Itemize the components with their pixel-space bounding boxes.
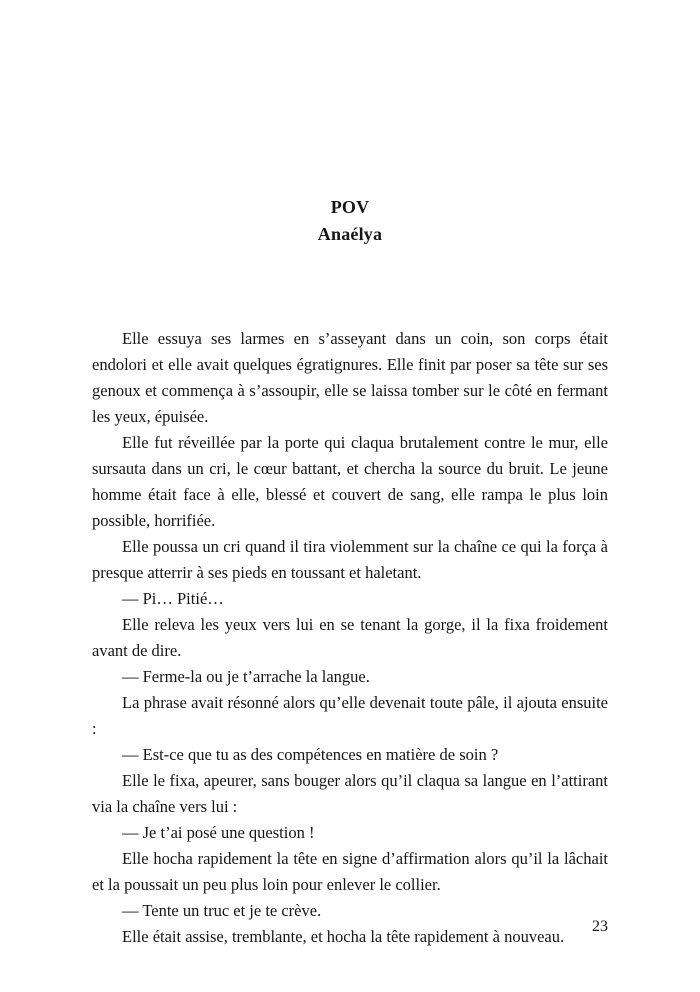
paragraph: — Pi… Pitié… [122, 589, 224, 608]
paragraph: Elle releva les yeux vers lui en se tenant la gorge, il la fixa froidement avant de dire. [92, 615, 608, 660]
page-content [92, 0, 608, 950]
paragraph: Elle hocha rapidement la tête en signe d’affirmation alors qu’il la lâchait et la poussait un peu plus loin pour enlever le collier. [92, 849, 608, 894]
chapter-title: POV [330, 197, 370, 217]
paragraph: Elle poussa un cri quand il tira violemment sur la chaîne ce qui la força à presque atterrir à ses pieds en toussant et haletant. [92, 537, 608, 582]
paragraph: — Je t’ai posé une question ! [122, 823, 315, 842]
body-text [92, 326, 608, 950]
page-number: 23 [592, 918, 608, 935]
paragraph: — Tente un truc et je te crève. [122, 901, 322, 920]
paragraph: La phrase avait résonné alors qu’elle devenait toute pâle, il ajouta ensuite : [92, 693, 608, 738]
paragraph: Elle le fixa, apeurer, sans bouger alors qu’il claqua sa langue en l’attirant via la chaîne vers lui : [92, 771, 608, 816]
paragraph: — Ferme-la ou je t’arrache la langue. [122, 667, 370, 686]
paragraph: Elle était assise, tremblante, et hocha la tête rapidement à nouveau. [122, 927, 565, 946]
paragraph: Elle essuya ses larmes en s’asseyant dans un coin, son corps était endolori et elle avait quelques égratignures. Elle finit par poser sa tête sur ses genoux et commença à s’assoupir, elle se laissa tomber sur le côté en fermant les yeux, épuisée. [92, 329, 608, 426]
paragraph: — Est-ce que tu as des compétences en matière de soin ? [122, 745, 499, 764]
chapter-subtitle: Anaélya [317, 224, 383, 244]
paragraph: Elle fut réveillée par la porte qui claqua brutalement contre le mur, elle sursauta dans un cri, le cœur battant, et chercha la source du bruit. Le jeune homme était face à elle, blessé et couvert de sang, elle rampa le plus loin possible, horrifiée. [92, 433, 608, 530]
chapter-heading [92, 194, 608, 248]
